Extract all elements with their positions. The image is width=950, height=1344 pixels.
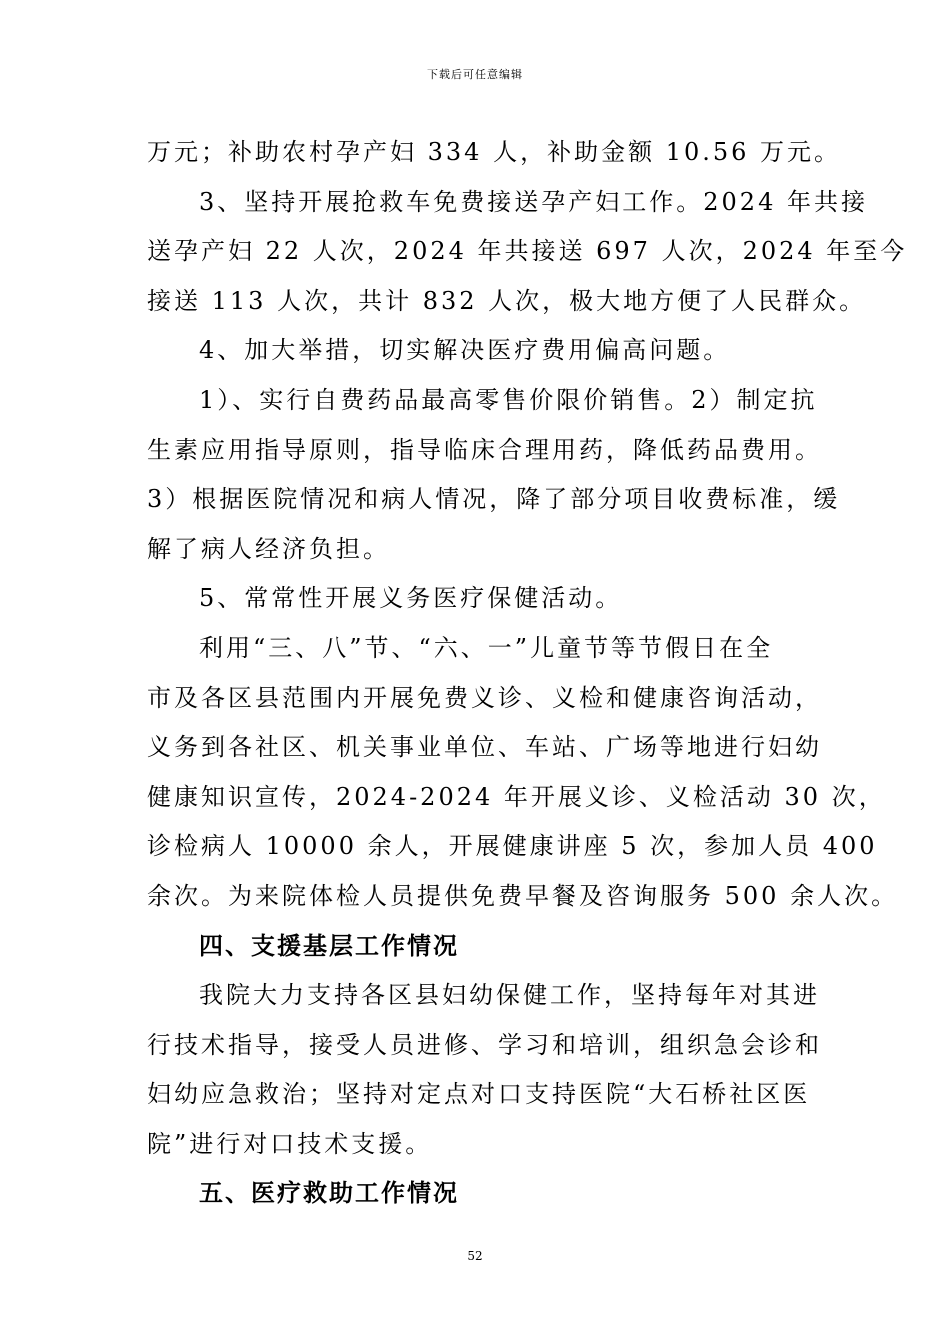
text-line: 利用“三、八”节、“六、一”儿童节等节假日在全 (199, 633, 774, 662)
page-number: 52 (467, 1249, 483, 1263)
text-line: 1）、实行自费药品最高零售价限价销售。2）制定抗 (199, 385, 818, 414)
text-line: 义务到各社区、机关事业单位、车站、广场等地进行妇幼 (147, 733, 822, 762)
text-line: 4、加大举措，切实解决医疗费用偏高问题。 (199, 336, 731, 365)
text-line: 万元；补助农村孕产妇 334 人，补助金额 10.56 万元。 (147, 138, 842, 166)
text-line: 5、常常性开展义务医疗保健活动。 (199, 584, 623, 613)
header-note: 下载后可任意编辑 (427, 68, 523, 81)
section-heading: 四、支援基层工作情况 (199, 931, 459, 960)
text-line: 送孕产妇 22 人次，2024 年共接送 697 人次，2024 年至今 (147, 237, 908, 266)
text-line: 市及各区县范围内开展免费义诊、义检和健康咨询活动， (147, 683, 822, 712)
text-line: 接送 113 人次，共计 832 人次，极大地方便了人民群众。 (147, 286, 867, 315)
text-line: 行技术指导，接受人员进修、学习和培训，组织急会诊和 (147, 1030, 822, 1059)
text-line: 3、坚持开展抢救车免费接送孕产妇工作。2024 年共接 (199, 187, 868, 216)
text-line: 解了病人经济负担。 (147, 534, 390, 563)
text-line: 余次。为来院体检人员提供免费早餐及咨询服务 500 余人次。 (147, 881, 899, 910)
section-heading: 五、医疗救助工作情况 (199, 1179, 459, 1208)
text-line: 健康知识宣传，2024-2024 年开展义诊、义检活动 30 次， (147, 782, 886, 811)
body-text (147, 128, 908, 1219)
text-line: 生素应用指导原则，指导临床合理用药，降低药品费用。 (147, 435, 822, 464)
text-line: 妇幼应急救治；坚持对定点对口支持医院“大石桥社区医 (147, 1080, 811, 1109)
text-line: 3）根据医院情况和病人情况，降了部分项目收费标准，缓 (147, 485, 841, 514)
text-line: 院”进行对口技术支援。 (147, 1129, 433, 1158)
text-line: 我院大力支持各区县妇幼保健工作，坚持每年对其进 (199, 981, 820, 1010)
text-line: 诊检病人 10000 余人，开展健康讲座 5 次，参加人员 400 (147, 832, 878, 861)
